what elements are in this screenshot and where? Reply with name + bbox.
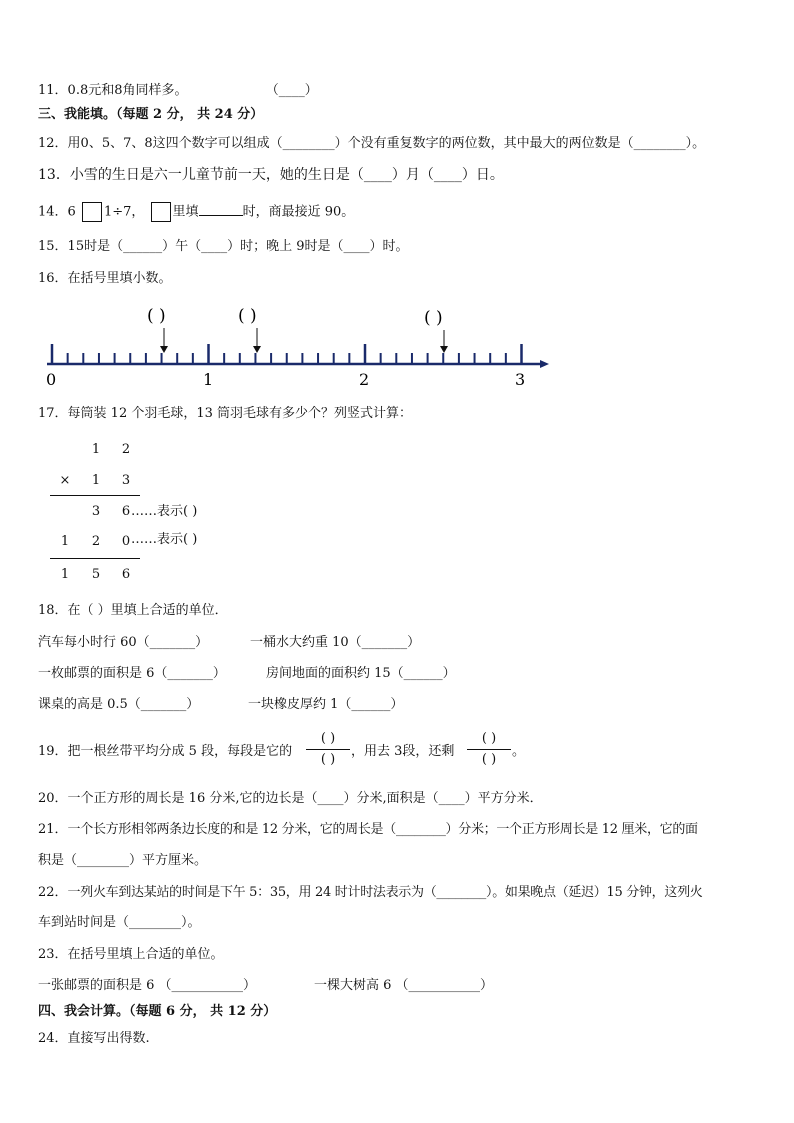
question-11 xyxy=(38,82,318,100)
digit: 2 xyxy=(121,442,131,457)
question-18 xyxy=(38,602,228,620)
digit: 2 xyxy=(91,534,101,549)
unit-item[interactable]: 汽车每小时行 60（_______） xyxy=(38,635,209,650)
numerator[interactable]: ( ) xyxy=(320,731,336,746)
axis-ticks xyxy=(52,344,522,364)
blank-box[interactable] xyxy=(82,202,102,222)
paren-text: ( ) xyxy=(238,306,257,326)
question-text: 0.8元和8角同样多。 xyxy=(67,83,188,98)
arrow-head-1 xyxy=(160,346,168,353)
question-number: 18． xyxy=(38,603,68,618)
digit: 3 xyxy=(91,504,101,519)
paren-text: ( ) xyxy=(147,306,166,326)
question-16 xyxy=(38,270,172,288)
tick-label-2: 2 xyxy=(359,370,370,389)
unit-item[interactable]: 一棵大树高 6 （___________） xyxy=(314,978,494,993)
question-21-cont: 积是（________）平方厘米。 xyxy=(38,853,208,868)
question-17 xyxy=(38,405,412,423)
question-text: 直接写出得数. xyxy=(67,1031,150,1046)
question-number: 23． xyxy=(38,947,68,962)
question-text: 一个正方形的周长是 16 分米,它的边长是（____）分米,面积是（____）平方分米． xyxy=(67,791,543,806)
digit: 1 xyxy=(91,473,101,488)
answer-paren-2[interactable] xyxy=(238,306,257,326)
question-text: 在括号里填小数。 xyxy=(67,271,172,286)
question-text: 小雪的生日是六一儿童节前一天，她的生日是（____）月（____）日。 xyxy=(69,167,504,183)
fraction-blank-2[interactable] xyxy=(467,730,511,769)
answer-blank[interactable] xyxy=(199,203,243,216)
question-text: 一个长方形相邻两条边长度的和是 12 分米，它的周长是（________）分米；一个正方形周长是 12 厘米，它的面 xyxy=(67,822,698,837)
answer-blank[interactable]: （____） xyxy=(265,83,318,98)
question-text: 每筒装 12 个羽毛球，13 筒羽毛球有多少个？列竖式计算： xyxy=(67,406,413,421)
question-14 xyxy=(38,202,354,222)
blank-box xyxy=(151,202,171,222)
question-text: 一列火车到达某站的时间是下午 5：35，用 24 时计时法表示为（________）。如果晚点（延迟）15 分钟，这列火 xyxy=(67,885,703,900)
question-number: 14． xyxy=(38,204,68,220)
digit: 6 xyxy=(121,567,131,582)
unit-item[interactable]: 一枚邮票的面积是 6（_______） xyxy=(38,666,226,681)
tick-label-1: 1 xyxy=(203,370,214,389)
dividend-prefix: 6 xyxy=(67,204,76,220)
question-12 xyxy=(38,135,705,153)
question-23 xyxy=(38,946,224,964)
question-number: 24． xyxy=(38,1031,68,1046)
question-text: 把一根丝带平均分成 5 段，每段是它的 xyxy=(67,744,293,759)
digit: 0 xyxy=(121,534,131,549)
digit: 1 xyxy=(60,567,70,582)
tick-label-3: 3 xyxy=(515,370,526,389)
digit: 1 xyxy=(91,442,101,457)
question-13 xyxy=(38,166,504,184)
paren-text: ( ) xyxy=(424,308,443,328)
tick-label-0: 0 xyxy=(46,370,57,389)
divider-line xyxy=(50,558,140,559)
number-line xyxy=(0,295,794,390)
question-text-mid: ，用去 3段，还剩 xyxy=(351,744,455,759)
denominator[interactable]: ( ) xyxy=(481,752,497,767)
unit-item[interactable]: 房间地面的面积约 15（______） xyxy=(266,666,456,681)
digit: 5 xyxy=(91,567,101,582)
unit-item[interactable]: 一桶水大约重 10（_______） xyxy=(250,635,421,650)
digit: 3 xyxy=(121,473,131,488)
question-15 xyxy=(38,238,409,256)
digit: 6 xyxy=(121,504,131,519)
fill-text: 里填 xyxy=(172,204,199,220)
note-2[interactable]: ……表示( ) xyxy=(131,532,198,547)
fraction-blank-1[interactable] xyxy=(306,730,350,769)
question-number: 16． xyxy=(38,271,68,286)
question-number: 22． xyxy=(38,885,68,900)
question-number: 13． xyxy=(38,167,70,183)
unit-item[interactable]: 课桌的高是 0.5（_______） xyxy=(38,697,200,712)
divider-line xyxy=(50,495,140,496)
question-number: 12． xyxy=(38,136,68,151)
unit-item[interactable]: 一块橡皮厚约 1（______） xyxy=(248,697,404,712)
arrow-head-2 xyxy=(253,346,261,353)
question-21 xyxy=(38,821,698,839)
digit: 1 xyxy=(60,534,70,549)
section-3-heading: 三、我能填。（每题 2 分， 共 24 分） xyxy=(38,107,264,122)
question-text: 用0、5、7、8这四个数字可以组成（________）个没有重复数字的两位数，其中最大的两位数是（________）。 xyxy=(67,136,706,151)
question-text: 在（ ）里填上合适的单位． xyxy=(67,603,228,618)
question-22 xyxy=(38,884,702,902)
question-19 xyxy=(38,743,292,761)
answer-paren-1[interactable] xyxy=(147,306,166,326)
arrow-head-3 xyxy=(440,346,448,353)
question-number: 17． xyxy=(38,406,68,421)
axis-arrow xyxy=(540,360,549,368)
numerator[interactable]: ( ) xyxy=(481,731,497,746)
answer-paren-3[interactable] xyxy=(424,308,443,328)
question-text: 15时是（______）午（____）时；晚上 9时是（____）时。 xyxy=(67,239,409,254)
question-24 xyxy=(38,1030,150,1048)
unit-item[interactable]: 一张邮票的面积是 6 （___________） xyxy=(38,978,257,993)
question-number: 20． xyxy=(38,791,68,806)
question-number: 21． xyxy=(38,822,68,837)
question-text-end: 。 xyxy=(512,744,526,759)
question-number: 19． xyxy=(38,744,68,759)
question-number: 11． xyxy=(38,83,68,98)
denominator[interactable]: ( ) xyxy=(320,752,336,767)
question-22-cont: 车到站时间是（________）。 xyxy=(38,915,201,930)
question-number: 15． xyxy=(38,239,68,254)
division-text: 1÷7， xyxy=(103,204,145,220)
section-4-heading: 四、我会计算。（每题 6 分， 共 12 分） xyxy=(38,1004,277,1019)
question-20 xyxy=(38,790,543,808)
times-sign: × xyxy=(59,473,71,488)
condition-text: 时，商最接近 90。 xyxy=(242,204,355,220)
note-1[interactable]: ……表示( ) xyxy=(131,504,198,519)
question-text: 在括号里填上合适的单位。 xyxy=(67,947,224,962)
